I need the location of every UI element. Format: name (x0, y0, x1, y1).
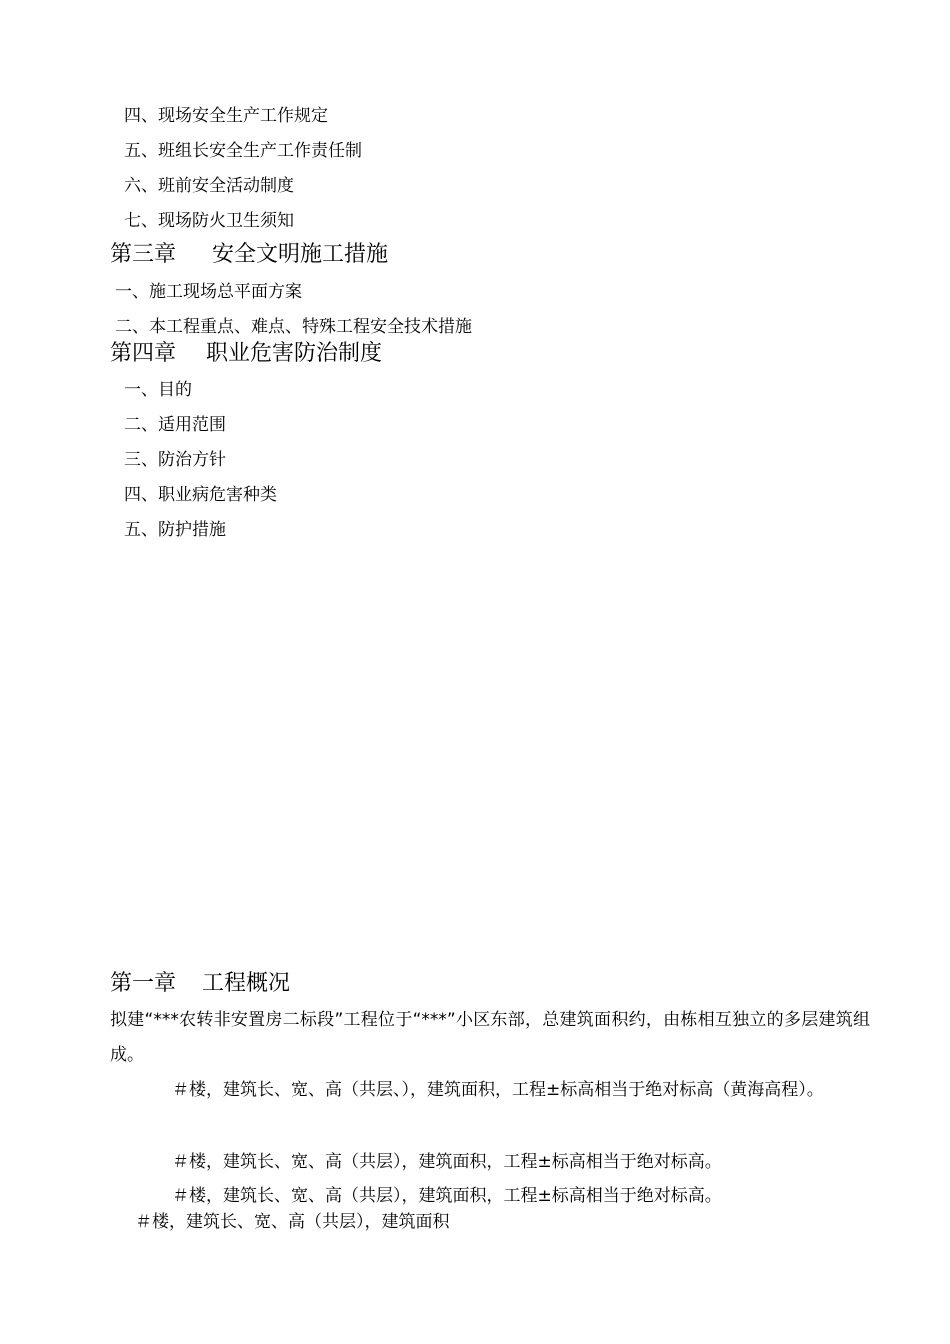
toc-item: 四、职业病危害种类 (124, 485, 277, 505)
chapter-label: 第一章 (110, 971, 177, 996)
toc-item: 五、班组长安全生产工作责任制 (124, 141, 362, 161)
toc-item: 三、防治方针 (124, 450, 226, 470)
toc-item: 六、班前安全活动制度 (124, 176, 294, 196)
building-paragraph: ＃楼，建筑长、宽、高（共层、），建筑面积，工程±标高相当于绝对标高（黄海高程）。 (172, 1080, 824, 1100)
chapter-heading (110, 241, 388, 269)
chapter-title: 安全文明施工措施 (212, 242, 389, 267)
building-paragraph: ＃楼，建筑长、宽、高（共层），建筑面积 (135, 1212, 450, 1232)
toc-item: 一、施工现场总平面方案 (115, 282, 302, 302)
chapter-title: 职业危害防治制度 (206, 341, 383, 366)
chapter-title: 工程概况 (202, 971, 291, 996)
toc-item: 二、本工程重点、难点、特殊工程安全技术措施 (115, 317, 472, 337)
chapter-label: 第四章 (110, 341, 177, 366)
toc-item: 二、适用范围 (124, 415, 226, 435)
toc-item: 一、目的 (124, 380, 192, 400)
toc-item: 四、现场安全生产工作规定 (124, 106, 328, 126)
building-paragraph: ＃楼，建筑长、宽、高（共层），建筑面积，工程±标高相当于绝对标高。 (172, 1152, 722, 1172)
intro-paragraph: 拟建“***农转非安置房二标段”工程位于“***”小区东部，总建筑面积约，由栋相互独立的多层建筑组成。 (110, 1010, 870, 1065)
chapter-heading (110, 340, 382, 368)
building-paragraph: ＃楼，建筑长、宽、高（共层），建筑面积，工程±标高相当于绝对标高。 (172, 1186, 722, 1206)
chapter-label: 第三章 (110, 242, 177, 267)
chapter-heading (110, 970, 290, 998)
toc-item: 五、防护措施 (124, 520, 226, 540)
toc-item: 七、现场防火卫生须知 (124, 211, 294, 231)
